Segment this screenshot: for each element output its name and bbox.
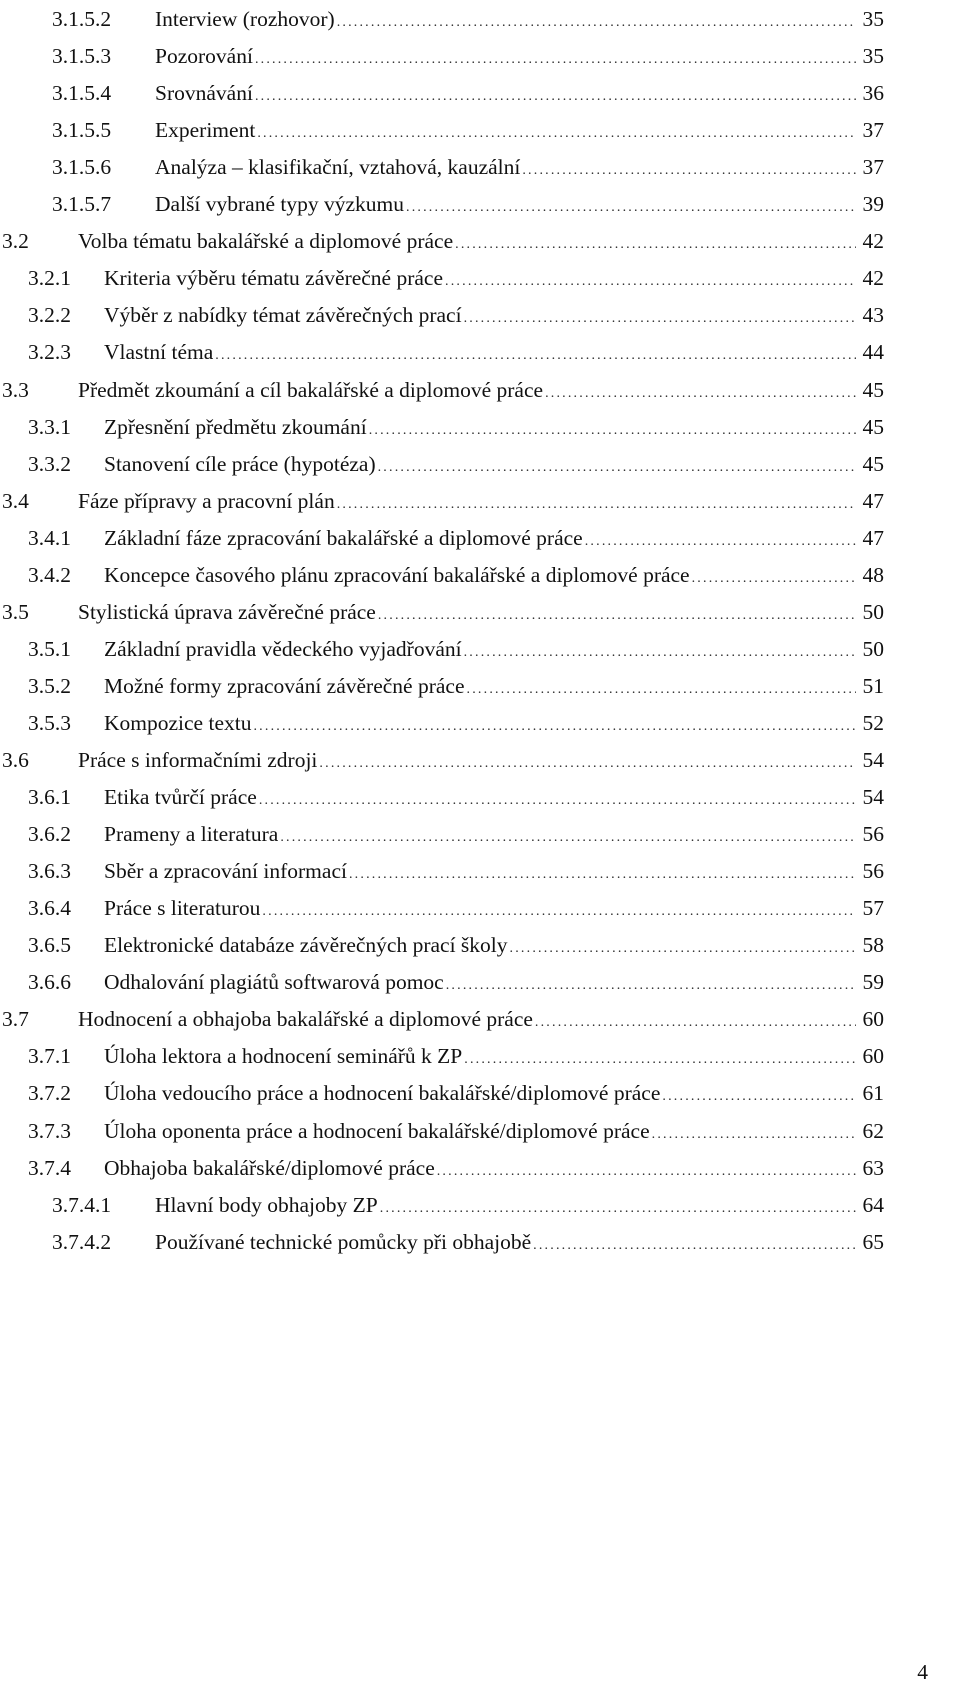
toc-entry[interactable]: [0, 224, 960, 258]
dot-leader: [380, 1192, 856, 1226]
toc-entry-number: 3.4.1: [28, 525, 71, 550]
toc-entry[interactable]: [0, 187, 960, 221]
toc-entry-title: Hodnocení a obhajoba bakalářské a diplomové práce: [78, 1007, 533, 1032]
toc-entry[interactable]: [0, 150, 960, 184]
toc-entry-number: 3.1.5.4: [52, 81, 112, 106]
toc-entry-page: 56: [862, 859, 884, 884]
toc-entry[interactable]: [0, 521, 960, 555]
toc-entry-title: Obhajoba bakalářské/diplomové práce: [104, 1155, 435, 1180]
toc-entry[interactable]: [0, 780, 960, 814]
toc-entry-page: 52: [862, 710, 884, 735]
dot-leader: [319, 747, 856, 781]
toc-entry[interactable]: [0, 261, 960, 295]
toc-entry-number: 3.2.1: [28, 266, 71, 291]
toc-entry-number: 3.7.1: [28, 1044, 71, 1069]
toc-entry-title: Práce s informačními zdroji: [78, 748, 318, 772]
toc-entry-page: 61: [862, 1081, 884, 1106]
dot-leader: [652, 1118, 856, 1152]
toc-entry-page: 43: [862, 303, 884, 328]
dot-leader: [464, 636, 856, 670]
dot-leader: [369, 414, 856, 448]
toc-entry[interactable]: [0, 1039, 960, 1073]
toc-entry-number: 3.2.2: [28, 303, 71, 328]
toc-entry-title: Pozorování: [155, 44, 253, 69]
toc-entry-number: 3.1.5.5: [52, 118, 112, 143]
toc-entry-title: Srovnávání: [155, 81, 253, 106]
toc-entry-number: 3.1.5.3: [52, 44, 112, 69]
toc-entry-page: 48: [862, 562, 884, 587]
toc-entry-page: 44: [862, 340, 884, 365]
toc-entry-page: 47: [862, 488, 884, 513]
toc-entry-number: 3.6.3: [28, 859, 71, 884]
toc-entry[interactable]: [0, 1114, 960, 1148]
toc-entry-number: 3.7.2: [28, 1081, 71, 1106]
dot-leader: [545, 377, 856, 411]
toc-entry[interactable]: [0, 558, 960, 592]
toc-entry-page: 63: [862, 1155, 884, 1180]
toc-entry[interactable]: [0, 928, 960, 962]
toc-entry[interactable]: [0, 1188, 960, 1222]
toc-entry-number: 3.6.6: [28, 970, 71, 995]
dot-leader: [259, 784, 856, 818]
toc-entry-number: 3.1.5.6: [52, 155, 112, 180]
dot-leader: [255, 43, 856, 77]
toc-entry-number: 3.4: [2, 488, 29, 513]
dot-leader: [455, 228, 856, 262]
toc-entry[interactable]: [0, 706, 960, 740]
toc-entry-page: 35: [862, 7, 884, 31]
toc-entry-page: 42: [862, 266, 884, 291]
toc-entry-page: 54: [862, 785, 884, 810]
toc-entry-title: Úloha vedoucího práce a hodnocení bakalářské/diplomové práce: [104, 1081, 661, 1106]
toc-entry[interactable]: [0, 1225, 960, 1259]
toc-entry-page: 50: [862, 636, 884, 661]
toc-entry[interactable]: [0, 891, 960, 925]
toc-entry[interactable]: [0, 76, 960, 110]
toc-entry[interactable]: [0, 632, 960, 666]
toc-entry-title: Sběr a zpracování informací: [104, 859, 347, 884]
toc-entry-title: Další vybrané typy výzkumu: [155, 192, 404, 217]
toc-entry-title: Úloha oponenta práce a hodnocení bakalářské/diplomové práce: [104, 1118, 650, 1143]
dot-leader: [437, 1155, 856, 1189]
dot-leader: [522, 154, 856, 188]
dot-leader: [692, 562, 856, 596]
toc-entry-title: Fáze přípravy a pracovní plán: [78, 488, 335, 513]
toc-entry-number: 3.7.4.2: [52, 1229, 112, 1254]
dot-leader: [510, 932, 856, 966]
toc-entry-number: 3.7: [2, 1007, 29, 1032]
toc-entry[interactable]: [0, 298, 960, 332]
toc-entry-number: 3.1.5.2: [52, 7, 112, 31]
toc-entry-page: 54: [862, 748, 884, 772]
toc-entry-page: 57: [862, 896, 884, 921]
toc-entry-number: 3.6.5: [28, 933, 71, 958]
toc-entry-number: 3.4.2: [28, 562, 71, 587]
toc-entry-page: 51: [862, 673, 884, 698]
toc-entry-title: Interview (rozhovor): [155, 7, 335, 31]
toc-entry-title: Předmět zkoumání a cíl bakalářské a diplomové práce: [78, 377, 544, 402]
dot-leader: [467, 673, 856, 707]
toc-entry-number: 3.5.3: [28, 710, 71, 735]
toc-entry-page: 45: [862, 377, 884, 402]
toc-entry[interactable]: [0, 484, 960, 518]
toc-entry-title: Zpřesnění předmětu zkoumání: [104, 414, 367, 439]
dot-leader: [406, 191, 856, 225]
toc-entry-title: Úloha lektora a hodnocení seminářů k ZP: [104, 1044, 463, 1069]
toc-entry[interactable]: [0, 743, 960, 777]
toc-entry[interactable]: [0, 373, 960, 407]
toc-entry[interactable]: [0, 1076, 960, 1110]
toc-entry-number: 3.6.4: [28, 896, 71, 921]
toc-entry[interactable]: [0, 595, 960, 629]
dot-leader: [215, 339, 856, 373]
dot-leader: [585, 525, 856, 559]
toc-entry-title: Možné formy zpracování závěrečné práce: [104, 673, 465, 698]
toc-entry-title: Prameny a literatura: [104, 822, 279, 847]
dot-leader: [257, 117, 856, 151]
dot-leader: [535, 1006, 856, 1040]
dot-leader: [337, 6, 856, 40]
dot-leader: [445, 265, 856, 299]
toc-entry-number: 3.5.1: [28, 636, 71, 661]
toc-entry-page: 56: [862, 822, 884, 847]
toc-entry-page: 65: [862, 1229, 884, 1254]
dot-leader: [378, 599, 856, 633]
toc-entry-title: Základní pravidla vědeckého vyjadřování: [104, 636, 462, 661]
toc-entry[interactable]: [0, 410, 960, 444]
toc-entry-title: Práce s literaturou: [104, 896, 261, 921]
toc-entry-page: 45: [862, 414, 884, 439]
toc-entry-page: 35: [862, 44, 884, 69]
toc-entry-title: Volba tématu bakalářské a diplomové práce: [78, 229, 454, 254]
toc-entry-page: 50: [862, 599, 884, 624]
toc-entry-title: Základní fáze zpracování bakalářské a diplomové práce: [104, 525, 583, 550]
toc-entry-title: Etika tvůrčí práce: [104, 785, 257, 810]
dot-leader: [464, 302, 856, 336]
toc-entry-number: 3.6.2: [28, 822, 71, 847]
toc-entry-number: 3.3.1: [28, 414, 71, 439]
toc-entry-page: 39: [862, 192, 884, 217]
page-number: 4: [917, 1660, 928, 1684]
toc-entry-number: 3.5.2: [28, 673, 71, 698]
toc-entry-title: Kriteria výběru tématu závěrečné práce: [104, 266, 444, 291]
toc-entry[interactable]: [0, 1002, 960, 1036]
toc-entry[interactable]: [0, 447, 960, 481]
toc-entry-page: 58: [862, 933, 884, 958]
dot-leader: [662, 1080, 856, 1114]
toc-entry-title: Vlastní téma: [104, 340, 214, 365]
toc-entry[interactable]: [0, 669, 960, 703]
toc-entry-page: 60: [862, 1044, 884, 1069]
toc-entry-title: Odhalování plagiátů softwarová pomoc: [104, 970, 444, 995]
toc-entry-title: Stanovení cíle práce (hypotéza): [104, 451, 376, 476]
dot-leader: [280, 821, 856, 855]
toc-entry[interactable]: [0, 817, 960, 851]
toc-entry-page: 47: [862, 525, 884, 550]
toc-entry-number: 3.6: [2, 748, 29, 772]
toc-entry-page: 45: [862, 451, 884, 476]
toc-entry[interactable]: [0, 39, 960, 73]
toc-entry-page: 37: [862, 118, 884, 143]
toc-entry-number: 3.7.4.1: [52, 1192, 112, 1217]
toc-entry-title: Koncepce časového plánu zpracování bakalářské a diplomové práce: [104, 562, 690, 587]
dot-leader: [262, 895, 856, 929]
toc-entry-page: 59: [862, 970, 884, 995]
toc-entry-page: 60: [862, 1007, 884, 1032]
toc-entry[interactable]: [0, 965, 960, 999]
toc-entry-number: 3.5: [2, 599, 29, 624]
toc-entry-title: Výběr z nabídky témat závěrečných prací: [104, 303, 462, 328]
toc-entry-number: 3.7.4: [28, 1155, 71, 1180]
dot-leader: [533, 1229, 856, 1263]
dot-leader: [253, 710, 856, 744]
toc-entry-number: 3.3: [2, 377, 29, 402]
toc-entry-page: 64: [862, 1192, 884, 1217]
toc-entry-number: 3.7.3: [28, 1118, 71, 1143]
toc-entry[interactable]: [0, 2, 960, 36]
toc-entry[interactable]: [0, 1151, 960, 1185]
toc-entry-title: Kompozice textu: [104, 710, 252, 735]
toc-entry-title: Stylistická úprava závěrečné práce: [78, 599, 376, 624]
toc-entry-number: 3.2.3: [28, 340, 71, 365]
toc-entry-page: 62: [862, 1118, 884, 1143]
toc-entry-number: 3.3.2: [28, 451, 71, 476]
toc-entry-page: 36: [862, 81, 884, 106]
dot-leader: [349, 858, 856, 892]
toc-entry-number: 3.6.1: [28, 785, 71, 810]
toc-entry-title: Elektronické databáze závěrečných prací školy: [104, 933, 508, 958]
dot-leader: [378, 451, 856, 485]
toc-entry-number: 3.2: [2, 229, 29, 254]
toc-entry[interactable]: [0, 854, 960, 888]
toc-entry[interactable]: [0, 335, 960, 369]
toc-entry-title: Experiment: [155, 118, 256, 143]
dot-leader: [255, 80, 856, 114]
dot-leader: [337, 488, 856, 522]
toc-entry-number: 3.1.5.7: [52, 192, 112, 217]
toc-entry-page: 37: [862, 155, 884, 180]
toc-entry-title: Hlavní body obhajoby ZP: [155, 1192, 378, 1217]
toc-entry-page: 42: [862, 229, 884, 254]
toc-entry-title: Používané technické pomůcky při obhajobě: [155, 1229, 532, 1254]
toc-entry-title: Analýza – klasifikační, vztahová, kauzální: [155, 155, 521, 180]
dot-leader: [446, 969, 856, 1003]
toc-entry[interactable]: [0, 113, 960, 147]
dot-leader: [464, 1043, 856, 1077]
